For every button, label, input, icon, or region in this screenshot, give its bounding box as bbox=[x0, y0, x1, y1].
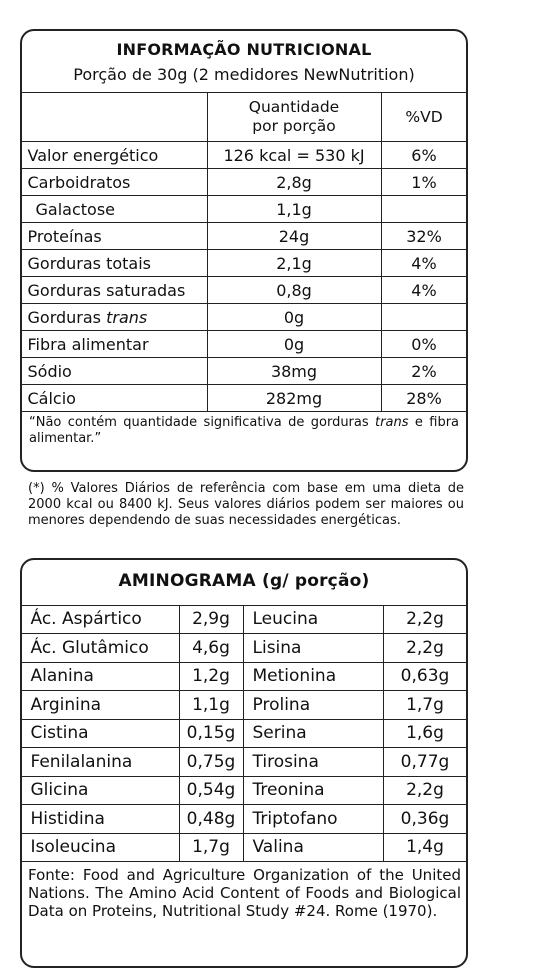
header-blank bbox=[21, 93, 207, 142]
amino-name-right: Lisina bbox=[243, 634, 383, 663]
nutrient-qty: 2,8g bbox=[207, 169, 381, 196]
table-row bbox=[21, 776, 467, 805]
table-row bbox=[21, 277, 467, 304]
nutrient-vd: 6% bbox=[381, 142, 467, 169]
amino-name-right: Tirosina bbox=[243, 748, 383, 777]
amino-qty-right: 0,77g bbox=[383, 748, 467, 777]
amino-qty-right: 1,7g bbox=[383, 691, 467, 720]
amino-name-left: Isoleucina bbox=[21, 833, 179, 862]
nutrient-name-italic: trans bbox=[106, 307, 148, 327]
amino-qty-left: 0,48g bbox=[179, 805, 243, 834]
nutrient-name: Cálcio bbox=[21, 385, 207, 412]
nutrient-qty: 126 kcal = 530 kJ bbox=[207, 142, 381, 169]
amino-name-right: Prolina bbox=[243, 691, 383, 720]
nutrient-qty: 0g bbox=[207, 304, 381, 331]
nutrient-name: Valor energético bbox=[21, 142, 207, 169]
nutrient-name: Sódio bbox=[21, 358, 207, 385]
nutrient-name: Gorduras saturadas bbox=[21, 277, 207, 304]
nutrient-vd: 28% bbox=[381, 385, 467, 412]
nutrient-qty: 24g bbox=[207, 223, 381, 250]
amino-qty-left: 0,54g bbox=[179, 776, 243, 805]
amino-qty-left: 4,6g bbox=[179, 634, 243, 663]
table-row bbox=[21, 196, 467, 223]
nutrient-name: Gorduras totais bbox=[21, 250, 207, 277]
table-row bbox=[21, 634, 467, 663]
nutrient-qty: 0g bbox=[207, 331, 381, 358]
nutrient-name bbox=[21, 304, 207, 331]
amino-qty-right: 2,2g bbox=[383, 605, 467, 634]
table-row bbox=[21, 662, 467, 691]
amino-name-right: Metionina bbox=[243, 662, 383, 691]
nutrition-footnote bbox=[22, 412, 466, 447]
amino-qty-right: 2,2g bbox=[383, 776, 467, 805]
table-row bbox=[21, 358, 467, 385]
footnote-text-b: e fibra alimentar.” bbox=[29, 415, 460, 446]
nutrient-qty: 0,8g bbox=[207, 277, 381, 304]
reference-note: (*) % Valores Diários de referência com base em uma dieta de 2000 kcal ou 8400 kJ. Seus valores diários podem ser maiores ou menores dependendo de suas necessidades energéticas. bbox=[28, 481, 464, 528]
table-row bbox=[21, 748, 467, 777]
table-row bbox=[21, 304, 467, 331]
footnote-italic: trans bbox=[375, 415, 409, 430]
nutrient-vd bbox=[381, 304, 467, 331]
table-row bbox=[21, 250, 467, 277]
nutrient-vd: 4% bbox=[381, 250, 467, 277]
footnote-text-a: “Não contém quantidade significativa de gorduras bbox=[29, 415, 376, 430]
nutrient-qty: 282mg bbox=[207, 385, 381, 412]
nutrient-vd: 0% bbox=[381, 331, 467, 358]
header-quantity bbox=[207, 93, 381, 142]
aminogram-source: Fonte: Food and Agriculture Organization of the United Nations. The Amino Acid Content of Foods and Biological Data on Proteins, Nutritional Study #24. Rome (1970). bbox=[28, 866, 461, 920]
nutrient-qty: 2,1g bbox=[207, 250, 381, 277]
amino-name-left: Cistina bbox=[21, 719, 179, 748]
nutrient-name-prefix: Gorduras bbox=[27, 307, 107, 327]
nutrition-facts-panel bbox=[20, 29, 468, 472]
amino-qty-left: 0,75g bbox=[179, 748, 243, 777]
nutrition-table bbox=[21, 92, 468, 412]
amino-name-left: Glicina bbox=[21, 776, 179, 805]
table-row bbox=[21, 719, 467, 748]
nutrient-name: Galactose bbox=[21, 196, 207, 223]
nutrition-header-row bbox=[21, 93, 467, 142]
amino-name-left: Fenilalanina bbox=[21, 748, 179, 777]
nutrient-vd: 32% bbox=[381, 223, 467, 250]
table-row bbox=[21, 833, 467, 862]
table-row bbox=[21, 605, 467, 634]
amino-name-right: Valina bbox=[243, 833, 383, 862]
nutrient-vd: 1% bbox=[381, 169, 467, 196]
nutrient-name: Carboidratos bbox=[21, 169, 207, 196]
amino-name-right: Triptofano bbox=[243, 805, 383, 834]
table-row bbox=[21, 331, 467, 358]
table-row bbox=[21, 223, 467, 250]
amino-qty-left: 2,9g bbox=[179, 605, 243, 634]
portion-text: Porção de 30g (2 medidores NewNutrition) bbox=[73, 65, 415, 84]
table-row bbox=[21, 169, 467, 196]
amino-qty-left: 1,2g bbox=[179, 662, 243, 691]
amino-qty-right: 2,2g bbox=[383, 634, 467, 663]
amino-qty-right: 1,4g bbox=[383, 833, 467, 862]
table-row bbox=[21, 142, 467, 169]
amino-name-left: Histidina bbox=[21, 805, 179, 834]
amino-qty-left: 1,1g bbox=[179, 691, 243, 720]
amino-qty-right: 1,6g bbox=[383, 719, 467, 748]
nutrient-qty: 38mg bbox=[207, 358, 381, 385]
amino-name-right: Leucina bbox=[243, 605, 383, 634]
amino-qty-right: 0,36g bbox=[383, 805, 467, 834]
nutrient-vd: 2% bbox=[381, 358, 467, 385]
header-vd: %VD bbox=[381, 93, 467, 142]
table-row bbox=[21, 385, 467, 412]
nutrition-title: INFORMAÇÃO NUTRICIONAL bbox=[116, 40, 372, 59]
table-row bbox=[21, 805, 467, 834]
amino-name-right: Serina bbox=[243, 719, 383, 748]
amino-qty-left: 1,7g bbox=[179, 833, 243, 862]
amino-name-left: Arginina bbox=[21, 691, 179, 720]
amino-name-left: Alanina bbox=[21, 662, 179, 691]
aminogram-panel bbox=[20, 558, 468, 968]
aminogram-table bbox=[21, 605, 468, 863]
header-quantity-line1: Quantidade bbox=[248, 98, 340, 116]
amino-name-right: Treonina bbox=[243, 776, 383, 805]
amino-qty-left: 0,15g bbox=[179, 719, 243, 748]
amino-qty-right: 0,63g bbox=[383, 662, 467, 691]
header-quantity-line2: por porção bbox=[252, 117, 336, 135]
table-row bbox=[21, 691, 467, 720]
nutrient-qty: 1,1g bbox=[207, 196, 381, 223]
nutrient-vd bbox=[381, 196, 467, 223]
amino-name-left: Ác. Aspártico bbox=[21, 605, 179, 634]
amino-name-left: Ác. Glutâmico bbox=[21, 634, 179, 663]
aminogram-title: AMINOGRAMA (g/ porção) bbox=[22, 560, 466, 606]
nutrient-vd: 4% bbox=[381, 277, 467, 304]
nutrient-name: Fibra alimentar bbox=[21, 331, 207, 358]
nutrient-name: Proteínas bbox=[21, 223, 207, 250]
